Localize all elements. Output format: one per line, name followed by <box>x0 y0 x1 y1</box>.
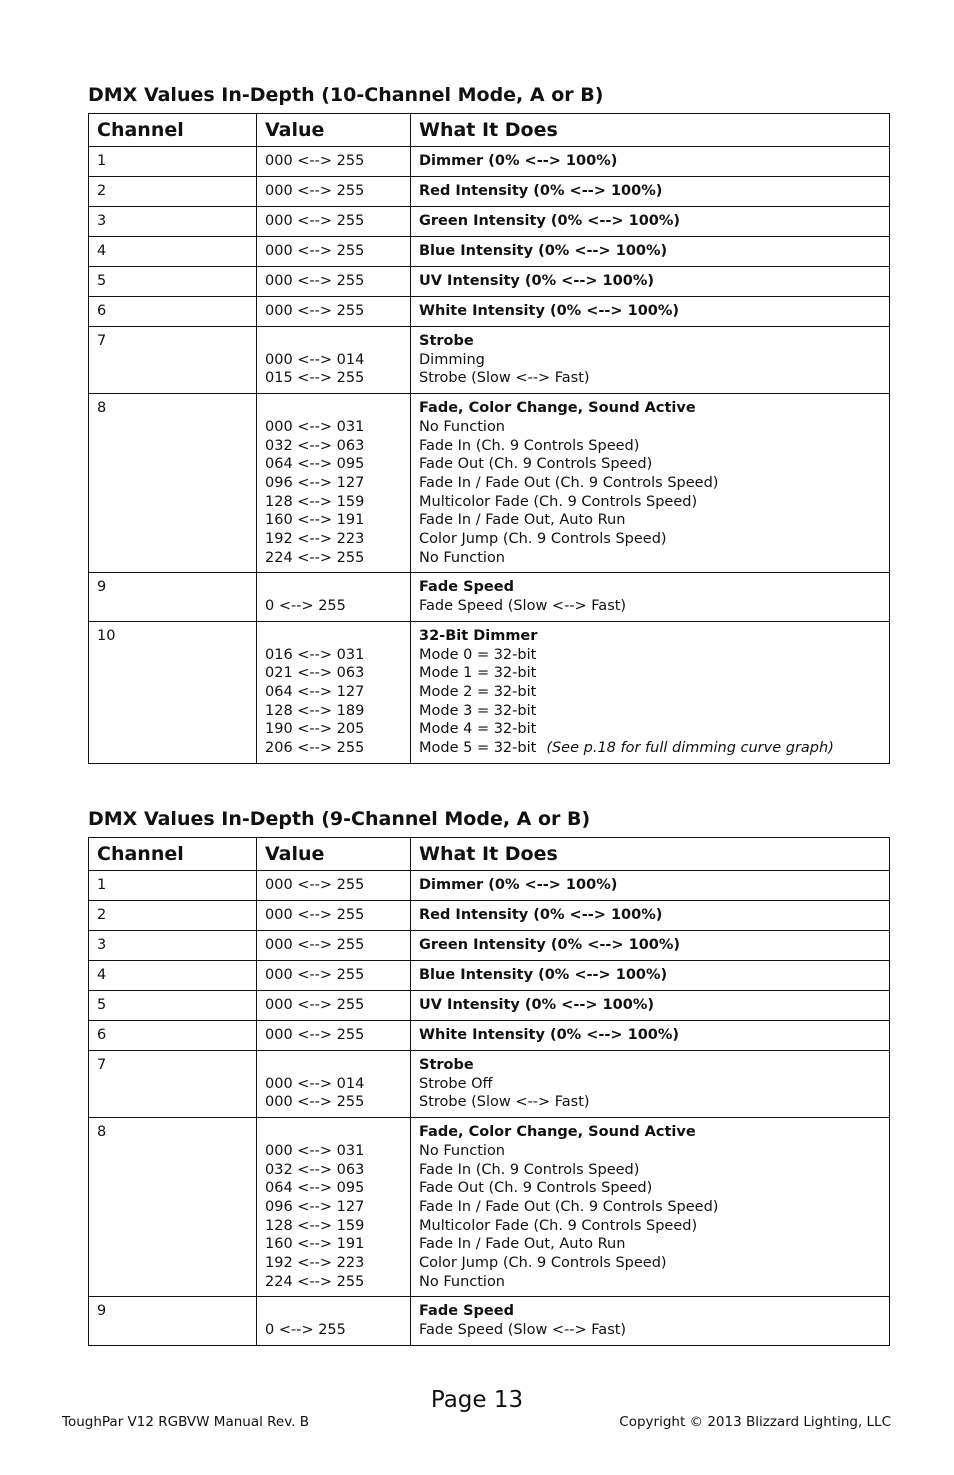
channel-cell: 10 <box>89 621 257 763</box>
function-text: Fade Speed (Slow <--> Fast) <box>419 1322 627 1339</box>
channel-cell: 5 <box>89 991 257 1021</box>
footer-manual-title: ToughPar V12 RGBVW Manual Rev. B <box>62 1414 310 1430</box>
function-line <box>419 1093 881 1112</box>
value-spacer <box>265 578 402 597</box>
value-range: 000 <--> 014 <box>265 351 365 368</box>
channel-cell: 7 <box>89 327 257 394</box>
function-cell <box>411 991 890 1021</box>
channel-cell: 8 <box>89 1118 257 1297</box>
section-title-9ch: DMX Values In-Depth (9-Channel Mode, A or B) <box>88 808 591 830</box>
function-text: Fade Out (Ch. 9 Controls Speed) <box>419 456 653 473</box>
channel-cell: 2 <box>89 177 257 207</box>
function-text: No Function <box>419 418 506 435</box>
table-row <box>89 1051 890 1118</box>
function-cell <box>411 177 890 207</box>
value-range: 128 <--> 159 <box>265 493 365 510</box>
function-heading: Fade Speed <box>419 579 514 596</box>
value-cell <box>257 327 411 394</box>
value-range: 000 <--> 255 <box>265 1027 365 1043</box>
function-line <box>419 739 881 758</box>
function-line <box>419 1321 881 1340</box>
function-line <box>419 351 881 370</box>
table-row <box>89 147 890 177</box>
function-cell <box>411 573 890 621</box>
value-range: 224 <--> 255 <box>265 1273 365 1290</box>
function-heading: Dimmer (0% <--> 100%) <box>419 153 618 169</box>
value-cell <box>257 1297 411 1345</box>
channel-cell: 8 <box>89 394 257 573</box>
function-heading: White Intensity (0% <--> 100%) <box>419 303 680 319</box>
function-heading: Strobe <box>419 1057 474 1073</box>
function-cell <box>411 327 890 394</box>
value-range: 0 <--> 255 <box>265 1322 346 1339</box>
table-row <box>89 177 890 207</box>
function-line <box>419 1254 881 1273</box>
value-range: 190 <--> 205 <box>265 721 365 738</box>
function-line <box>419 437 881 456</box>
function-text: Fade Out (Ch. 9 Controls Speed) <box>419 1180 653 1197</box>
table-row <box>89 871 890 901</box>
value-range: 064 <--> 127 <box>265 683 365 700</box>
table-row <box>89 327 890 394</box>
function-line <box>419 1235 881 1254</box>
table-row <box>89 1021 890 1051</box>
function-line <box>419 646 881 665</box>
value-cell <box>257 267 411 297</box>
value-cell <box>257 573 411 621</box>
channel-cell: 9 <box>89 573 257 621</box>
function-cell <box>411 931 890 961</box>
value-spacer <box>265 399 402 418</box>
function-cell <box>411 961 890 991</box>
function-text: Strobe Off <box>419 1075 493 1092</box>
value-range: 000 <--> 031 <box>265 1142 365 1159</box>
value-range: 096 <--> 127 <box>265 474 365 491</box>
function-text: Multicolor Fade (Ch. 9 Controls Speed) <box>419 1217 698 1234</box>
function-text: Color Jump (Ch. 9 Controls Speed) <box>419 531 667 548</box>
header-what-it-does: What It Does <box>411 114 890 147</box>
value-spacer <box>265 627 402 646</box>
function-text: Fade In (Ch. 9 Controls Speed) <box>419 437 640 454</box>
value-range: 000 <--> 255 <box>265 997 365 1013</box>
function-text: Mode 2 = 32-bit <box>419 683 537 700</box>
function-heading: Green Intensity (0% <--> 100%) <box>419 213 681 229</box>
value-range: 160 <--> 191 <box>265 1236 365 1253</box>
value-range: 064 <--> 095 <box>265 1180 365 1197</box>
value-cell <box>257 961 411 991</box>
value-cell <box>257 871 411 901</box>
function-heading: Fade Speed <box>419 1303 514 1320</box>
function-cell <box>411 267 890 297</box>
table-row <box>89 621 890 763</box>
function-line <box>419 418 881 437</box>
table-row <box>89 961 890 991</box>
function-text: Fade In / Fade Out, Auto Run <box>419 512 626 529</box>
function-text: Mode 1 = 32-bit <box>419 665 537 682</box>
value-cell <box>257 207 411 237</box>
function-text: No Function <box>419 549 506 566</box>
table-row <box>89 573 890 621</box>
function-note: (See p.18 for full dimming curve graph) <box>546 740 834 757</box>
value-spacer <box>265 332 402 351</box>
value-range: 000 <--> 255 <box>265 907 365 923</box>
value-cell <box>257 297 411 327</box>
function-cell <box>411 621 890 763</box>
header-channel: Channel <box>89 838 257 871</box>
value-range: 015 <--> 255 <box>265 370 365 387</box>
function-line <box>419 369 881 388</box>
value-cell <box>257 147 411 177</box>
function-cell <box>411 147 890 177</box>
value-range: 064 <--> 095 <box>265 456 365 473</box>
function-text: Mode 4 = 32-bit <box>419 721 537 738</box>
function-heading: Fade, Color Change, Sound Active <box>419 1124 696 1141</box>
value-range: 128 <--> 189 <box>265 702 365 719</box>
function-line <box>419 683 881 702</box>
function-cell <box>411 1297 890 1345</box>
value-spacer <box>265 1056 402 1075</box>
section-title-10ch: DMX Values In-Depth (10-Channel Mode, A or B) <box>88 84 604 106</box>
value-range: 224 <--> 255 <box>265 549 365 566</box>
function-text: Fade In / Fade Out, Auto Run <box>419 1236 626 1253</box>
function-line <box>419 1179 881 1198</box>
value-range: 000 <--> 255 <box>265 243 365 259</box>
function-heading: UV Intensity (0% <--> 100%) <box>419 997 654 1013</box>
value-range: 000 <--> 255 <box>265 303 365 319</box>
function-heading: Dimmer (0% <--> 100%) <box>419 877 618 893</box>
function-text: Fade Speed (Slow <--> Fast) <box>419 598 627 615</box>
value-cell <box>257 901 411 931</box>
value-range: 128 <--> 159 <box>265 1217 365 1234</box>
value-range: 000 <--> 255 <box>265 937 365 953</box>
function-cell <box>411 297 890 327</box>
function-line <box>419 1161 881 1180</box>
function-cell <box>411 1118 890 1297</box>
dmx-table-10ch <box>88 113 890 764</box>
function-heading: Blue Intensity (0% <--> 100%) <box>419 243 668 259</box>
function-text: Dimming <box>419 351 485 368</box>
channel-cell: 6 <box>89 297 257 327</box>
value-range: 192 <--> 223 <box>265 1255 365 1272</box>
table-header-row <box>89 838 890 871</box>
value-spacer <box>265 1123 402 1142</box>
value-range: 000 <--> 255 <box>265 153 365 169</box>
value-cell <box>257 177 411 207</box>
value-range: 000 <--> 014 <box>265 1075 365 1092</box>
function-heading: Red Intensity (0% <--> 100%) <box>419 907 663 923</box>
function-heading: 32-Bit Dimmer <box>419 627 538 644</box>
function-text: Mode 0 = 32-bit <box>419 646 537 663</box>
header-channel: Channel <box>89 114 257 147</box>
value-cell <box>257 1021 411 1051</box>
function-line <box>419 493 881 512</box>
value-cell <box>257 237 411 267</box>
function-text: No Function <box>419 1273 506 1290</box>
function-text: Mode 5 = 32-bit <box>419 740 537 757</box>
channel-cell: 1 <box>89 147 257 177</box>
function-cell <box>411 871 890 901</box>
function-heading: Strobe <box>419 333 474 349</box>
function-line <box>419 702 881 721</box>
function-line <box>419 549 881 568</box>
function-text: Fade In / Fade Out (Ch. 9 Controls Speed) <box>419 474 719 491</box>
function-heading: UV Intensity (0% <--> 100%) <box>419 273 654 289</box>
value-spacer <box>265 1302 402 1321</box>
function-line <box>419 1273 881 1292</box>
channel-cell: 4 <box>89 961 257 991</box>
function-text: No Function <box>419 1142 506 1159</box>
table-row <box>89 1297 890 1345</box>
function-text: Multicolor Fade (Ch. 9 Controls Speed) <box>419 493 698 510</box>
function-line <box>419 664 881 683</box>
value-range: 000 <--> 255 <box>265 1094 365 1111</box>
value-range: 016 <--> 031 <box>265 646 365 663</box>
table-row <box>89 991 890 1021</box>
function-line <box>419 474 881 493</box>
function-line <box>419 720 881 739</box>
function-cell <box>411 1051 890 1118</box>
value-range: 032 <--> 063 <box>265 1161 365 1178</box>
value-range: 192 <--> 223 <box>265 531 365 548</box>
value-range: 000 <--> 255 <box>265 877 365 893</box>
channel-cell: 4 <box>89 237 257 267</box>
function-heading: Green Intensity (0% <--> 100%) <box>419 937 681 953</box>
value-range: 021 <--> 063 <box>265 665 365 682</box>
value-range: 000 <--> 255 <box>265 213 365 229</box>
table-row <box>89 394 890 573</box>
function-heading: White Intensity (0% <--> 100%) <box>419 1027 680 1043</box>
value-cell <box>257 991 411 1021</box>
table-row <box>89 237 890 267</box>
value-range: 000 <--> 255 <box>265 273 365 289</box>
function-cell <box>411 207 890 237</box>
table-row <box>89 901 890 931</box>
function-text: Fade In / Fade Out (Ch. 9 Controls Speed) <box>419 1198 719 1215</box>
value-cell <box>257 1118 411 1297</box>
header-value: Value <box>257 114 411 147</box>
function-text: Strobe (Slow <--> Fast) <box>419 370 590 387</box>
value-range: 000 <--> 031 <box>265 418 365 435</box>
function-line <box>419 1217 881 1236</box>
function-line <box>419 455 881 474</box>
value-range: 032 <--> 063 <box>265 437 365 454</box>
function-text: Color Jump (Ch. 9 Controls Speed) <box>419 1255 667 1272</box>
function-heading: Fade, Color Change, Sound Active <box>419 400 696 417</box>
page-number: Page 13 <box>430 1387 524 1413</box>
function-line <box>419 511 881 530</box>
function-cell <box>411 1021 890 1051</box>
table-row <box>89 267 890 297</box>
table-row <box>89 1118 890 1297</box>
function-heading: Red Intensity (0% <--> 100%) <box>419 183 663 199</box>
channel-cell: 9 <box>89 1297 257 1345</box>
table-row <box>89 931 890 961</box>
function-line <box>419 530 881 549</box>
value-range: 096 <--> 127 <box>265 1198 365 1215</box>
function-line <box>419 1198 881 1217</box>
value-range: 0 <--> 255 <box>265 598 346 615</box>
function-cell <box>411 394 890 573</box>
value-cell <box>257 394 411 573</box>
value-range: 000 <--> 255 <box>265 967 365 983</box>
function-cell <box>411 901 890 931</box>
channel-cell: 7 <box>89 1051 257 1118</box>
function-cell <box>411 237 890 267</box>
value-range: 000 <--> 255 <box>265 183 365 199</box>
channel-cell: 1 <box>89 871 257 901</box>
value-cell <box>257 931 411 961</box>
table-header-row <box>89 114 890 147</box>
dmx-table-9ch <box>88 837 890 1346</box>
value-range: 206 <--> 255 <box>265 740 365 757</box>
function-text: Fade In (Ch. 9 Controls Speed) <box>419 1161 640 1178</box>
function-line <box>419 597 881 616</box>
channel-cell: 3 <box>89 931 257 961</box>
value-range: 160 <--> 191 <box>265 512 365 529</box>
table-row <box>89 207 890 237</box>
header-what-it-does: What It Does <box>411 838 890 871</box>
channel-cell: 6 <box>89 1021 257 1051</box>
function-line <box>419 1142 881 1161</box>
channel-cell: 3 <box>89 207 257 237</box>
function-line <box>419 1075 881 1094</box>
function-text: Strobe (Slow <--> Fast) <box>419 1094 590 1111</box>
header-value: Value <box>257 838 411 871</box>
table-row <box>89 297 890 327</box>
value-cell <box>257 621 411 763</box>
channel-cell: 2 <box>89 901 257 931</box>
function-text: Mode 3 = 32-bit <box>419 702 537 719</box>
value-cell <box>257 1051 411 1118</box>
channel-cell: 5 <box>89 267 257 297</box>
function-heading: Blue Intensity (0% <--> 100%) <box>419 967 668 983</box>
footer-copyright: Copyright © 2013 Blizzard Lighting, LLC <box>619 1414 891 1430</box>
